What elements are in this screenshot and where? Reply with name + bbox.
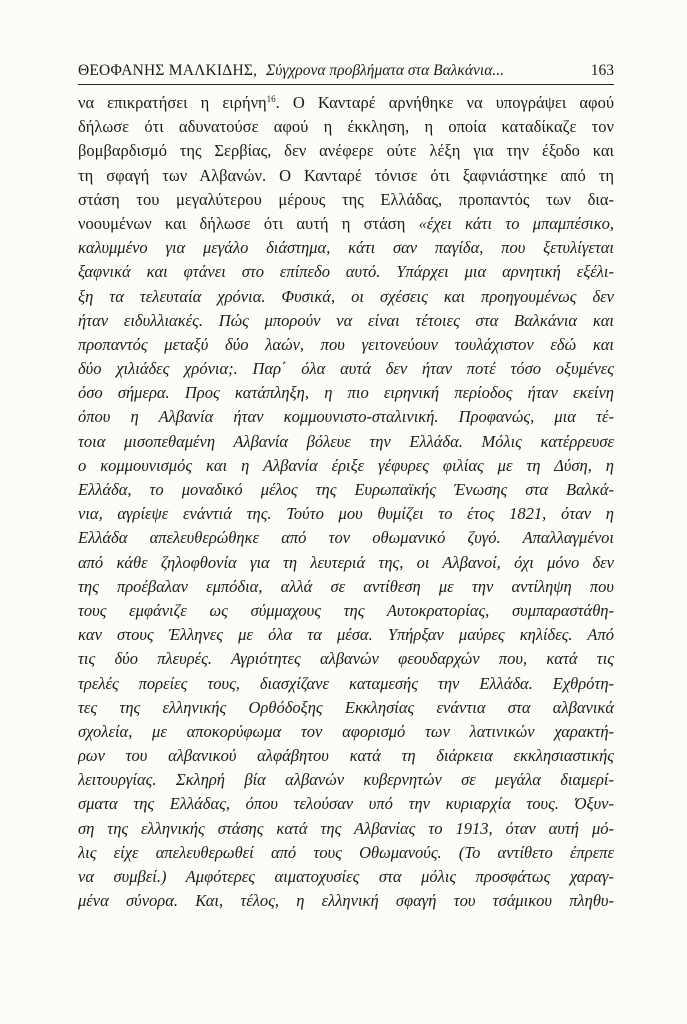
text-line: να επικρατήσει η ειρήνη$^{16}$. Ο Κανταρέ αρνήθηκε να υπογράψει αφού <box>78 93 614 112</box>
text-line: στάση του μεγαλύτερου μέρους της Ελλάδας, προπαντός των δια- <box>78 189 614 209</box>
text-line: ξη τα τελευταία χρόνια. Φυσικά, οι σχέσεις και προηγουμένως δεν <box>78 286 614 306</box>
text-line: νια, αγρίεψε ενάντιά της. Τούτο μου θυμίζει το έτος 1821, όταν η <box>78 504 614 524</box>
text-line: καλυμμένο για μεγάλο διάστημα, κάτι σαν παγίδα, που ξετυλίγεται <box>78 238 614 258</box>
text-line: λις είχε απελευθερωθεί από τους Οθωμανούς. (Το αντίθετο έπρεπε <box>78 842 614 862</box>
text-line: δύο χιλιάδες χρόνια;. Παρ΄ όλα αυτά δεν ήταν ποτέ τόσο οξυμένες <box>78 359 614 379</box>
text-line: Ελλάδα απελευθερώθηκε από τον οθωμανικό ζυγό. Απαλλαγμένοι <box>78 528 614 548</box>
text-line: μένα σύνορα. Και, τέλος, η ελληνική σφαγή του τσάμικου πληθυ- <box>78 891 614 911</box>
text-line: Ελλάδα, το μοναδικό μέλος της Ευρωπαϊκής Ένωσης στα Βαλκά- <box>78 480 614 499</box>
text-line: ρων του αλβανικού αλφάβητου κατά τη διάρκεια εκκλησιαστικής <box>78 746 614 766</box>
text-line: δήλωσε ότι αδυνατούσε αφού η έκκληση, η οποία καταδίκαζε τον <box>78 117 614 137</box>
text-line: καν στους Έλληνες με όλα τα μέσα. Υπήρξαν μαύρες κηλίδες. Από <box>78 625 614 645</box>
text-line: ση της ελληνικής στάσης κατά της Αλβανίας το 1913, όταν αυτή μό- <box>78 818 614 838</box>
text-line: της προέβαλαν εμπόδια, αλλά σε αντίθεση με την αντίληψη που <box>78 576 614 596</box>
text-line: τοια μισοπεθαμένη Αλβανία βόλευε την Ελλάδα. Μόλις κατέρρευσε <box>78 431 614 451</box>
text-line: νοουμένων και δήλωσε ότι αυτή η στάση «έχει κάτι το μπαμπέσικο, <box>78 213 614 233</box>
text-line: τη σφαγή των Αλβανών. Ο Κανταρέ τόνισε ότι ξαφνιάστηκε από τη <box>78 165 614 185</box>
footnote-marker: 16 <box>266 94 276 104</box>
header-book-title: Σύγχρονα προβλήματα στα Βαλκάνια... <box>266 62 504 79</box>
text-line: τις δύο πλευρές. Αγριότητες αλβανών φεουδαρχών που, κατά τις <box>78 649 614 669</box>
text-line: τες της ελληνικής Ορθόδοξης Εκκλησίας ενάντια στα αλβανικά <box>78 697 614 717</box>
text-line: τους εμφάνιζε ως σύμμαχους της Αυτοκρατορίας, συμπαραστάθη- <box>78 600 614 620</box>
header-author: ΘΕΟΦΑΝΗΣ ΜΑΛΚΙΔΗΣ, <box>78 62 258 79</box>
text-line: προπαντός μεταξύ δύο λαών, που γειτονεύουν τουλάχιστον εδώ και <box>78 334 614 354</box>
header-rule <box>78 84 614 85</box>
running-header <box>78 60 614 82</box>
page-number: 163 <box>590 62 614 79</box>
text-line: ο κομμουνισμός και η Αλβανία έριξε γέφυρες φιλίας με τη Δύση, η <box>78 455 614 475</box>
text-line: λειτουργίας. Σκληρή βία αλβανών κυβερνητών σε μεγάλα διαμερί- <box>78 770 614 790</box>
text-line: τρελές πορείες τους, διασχίζανε καταμεσής την Ελλάδα. Εχθρότη- <box>78 673 614 693</box>
text-line: ήταν ειδυλλιακές. Πώς μπορούν να είναι τέτοιες στα Βαλκάνια και <box>78 310 614 330</box>
text-line: ξαφνικά και φτάνει στο επίπεδο αυτό. Υπάρχει μια αρνητική εξέλι- <box>78 262 614 282</box>
text-line: σχολεία, με αποκορύφωμα τον αφορισμό των λατινικών χαρακτή- <box>78 721 614 741</box>
text-line: να συμβεί.) Αμφότερες αιματοχυσίες στα μόλις προσφάτως χαραγ- <box>78 867 614 886</box>
text-line: σματα της Ελλάδας, όπου τελούσαν υπό την κυριαρχία τους. Όξυν- <box>78 794 614 814</box>
body-text <box>78 91 614 913</box>
text-line: όσο σήμερα. Προς κατάπληξη, η πιο ειρηνική περίοδος ήταν εκείνη <box>78 383 614 403</box>
text-line: όπου η Αλβανία ήταν κομμουνιστο-σταλινική. Προφανώς, μια τέ- <box>78 407 614 427</box>
text-line: από κάθε ζηλοφθονία για τη λευτεριά της, οι Αλβανοί, όχι μόνο δεν <box>78 552 614 572</box>
text-line: βομβαρδισμό της Σερβίας, δεν ανέφερε ούτε λέξη για την έξοδο και <box>78 141 614 161</box>
